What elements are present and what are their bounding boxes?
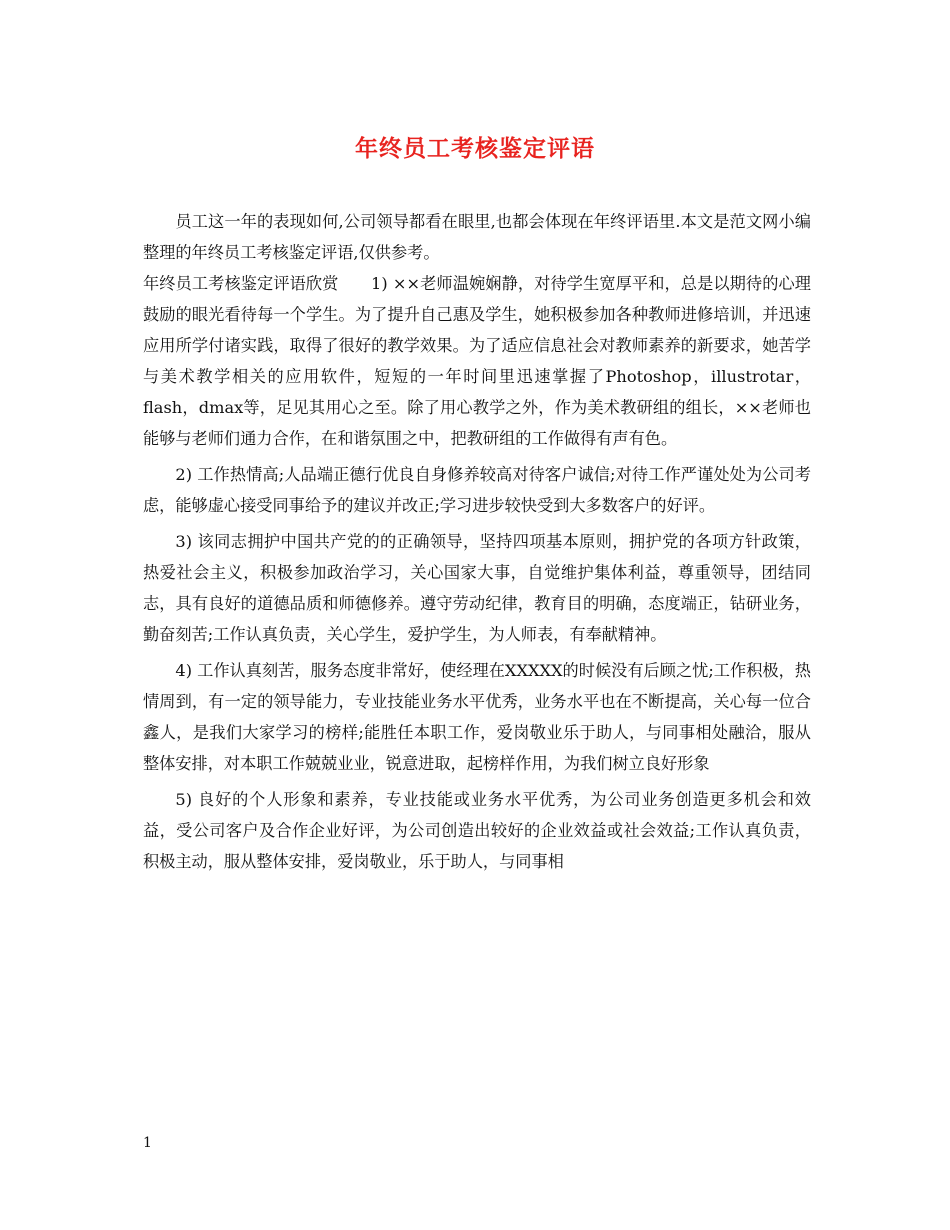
document-title: 年终员工考核鉴定评语 <box>355 135 595 162</box>
comment-paragraph-3: 3) 该同志拥护中国共产党的的正确领导，坚持四项基本原则，拥护党的各项方针政策，热爱社会主义，积极参加政治学习，关心国家大事，自觉维护集体利益，尊重领导，团结同志，具有良好的道德品质和师德修养。遵守劳动纪律，教育目的明确，态度端正，钻研业务，勤奋刻苦;工作认真负责，关心学生，爱护学生，为人师表，有奉献精神。 <box>143 532 811 644</box>
comment-paragraph-4: 4) 工作认真刻苦，服务态度非常好，使经理在XXXXX的时候没有后顾之忧;工作积极，热情周到，有一定的领导能力，专业技能业务水平优秀，业务水平也在不断提高，关心每一位合鑫人，是我们大家学习的榜样;能胜任本职工作，爱岗敬业乐于助人，与同事相处融洽，服从整体安排，对本职工作兢兢业业，锐意进取，起榜样作用，为我们树立良好形象 <box>143 661 811 773</box>
comment-paragraph-1: 年终员工考核鉴定评语欣赏 1) ××老师温婉娴静，对待学生宽厚平和，总是以期待的心理鼓励的眼光看待每一个学生。为了提升自己惠及学生，她积极参加各种教师进修培训，并迅速应用所学付诸实践，取得了很好的教学效果。为了适应信息社会对教师素养的新要求，她苦学与美术教学相关的应用软件，短短的一年时间里迅速掌握了Photoshop，illustrotar，flash，dmax等，足见其用心之至。除了用心教学之外，作为美术教研组的组长，××老师也能够与老师们通力合作，在和谐氛围之中，把教研组的工作做得有声有色。 <box>143 274 811 448</box>
intro-paragraph: 员工这一年的表现如何,公司领导都看在眼里,也都会体现在年终评语里.本文是范文网小编整理的年终员工考核鉴定评语,仅供参考。 <box>143 212 811 262</box>
comment-paragraph-2: 2) 工作热情高;人品端正德行优良自身修养较高对待客户诚信;对待工作严谨处处为公司考虑，能够虚心接受同事给予的建议并改正;学习进步较快受到大多数客户的好评。 <box>143 465 811 515</box>
comment-paragraph-5: 5) 良好的个人形象和素养，专业技能或业务水平优秀，为公司业务创造更多机会和效益，受公司客户及合作企业好评，为公司创造出较好的企业效益或社会效益;工作认真负责，积极主动，服从整体安排，爱岗敬业，乐于助人，与同事相 <box>143 790 811 871</box>
document-body <box>143 206 811 877</box>
page-number: 1 <box>143 1135 152 1151</box>
